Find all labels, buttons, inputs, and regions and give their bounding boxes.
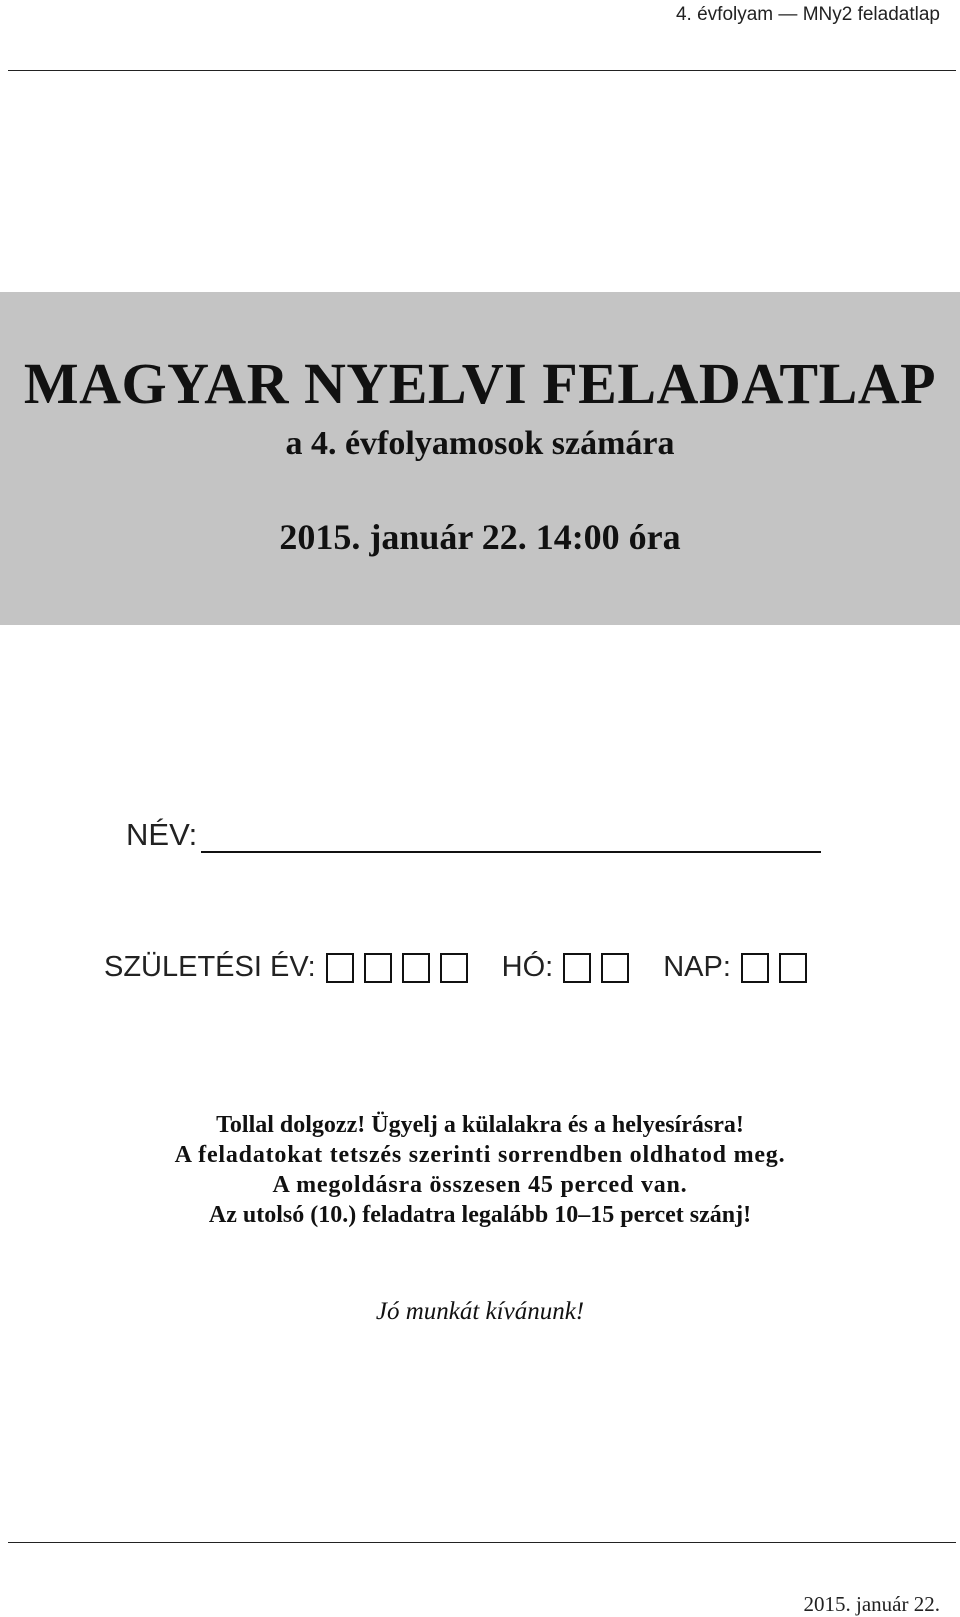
instruction-line: A feladatokat tetszés szerinti sorrendben oldhatod meg. <box>174 1142 786 1168</box>
page-footer: 2015. január 22. <box>803 1592 940 1616</box>
instructions <box>0 1110 960 1230</box>
title-banner <box>0 292 960 625</box>
birth-year-label: SZÜLETÉSI ÉV: <box>104 951 316 983</box>
birth-year-box[interactable] <box>364 953 392 983</box>
exam-date: 2015. január 22. 14:00 óra <box>279 517 681 557</box>
instruction-line: A megoldásra összesen 45 perced van. <box>272 1172 688 1198</box>
instruction-line: Az utolsó (10.) feladatra legalább 10–15 percet szánj! <box>208 1202 752 1228</box>
birth-year-box[interactable] <box>440 953 468 983</box>
month-label: HÓ: <box>501 951 554 983</box>
header-rule <box>8 70 956 71</box>
name-field-row <box>126 815 821 853</box>
day-label: NAP: <box>663 951 731 983</box>
page-header: 4. évfolyam — MNy2 feladatlap <box>675 4 940 25</box>
birth-year-box[interactable] <box>326 953 354 983</box>
document-title: MAGYAR NYELVI FELADATLAP <box>23 351 937 416</box>
footer-rule <box>8 1542 956 1543</box>
month-box[interactable] <box>601 953 629 983</box>
day-box[interactable] <box>741 953 769 983</box>
day-box[interactable] <box>779 953 807 983</box>
birth-year-box[interactable] <box>402 953 430 983</box>
birth-date-row <box>104 951 807 984</box>
name-input-line[interactable] <box>201 815 821 853</box>
month-box[interactable] <box>563 953 591 983</box>
good-luck-message: Jó munkát kívánunk! <box>375 1298 585 1325</box>
instruction-line: Tollal dolgozz! Ügyelj a külalakra és a helyesírásra! <box>216 1112 744 1138</box>
document-subtitle: a 4. évfolyamosok számára <box>285 425 675 462</box>
name-label: NÉV: <box>126 817 198 852</box>
